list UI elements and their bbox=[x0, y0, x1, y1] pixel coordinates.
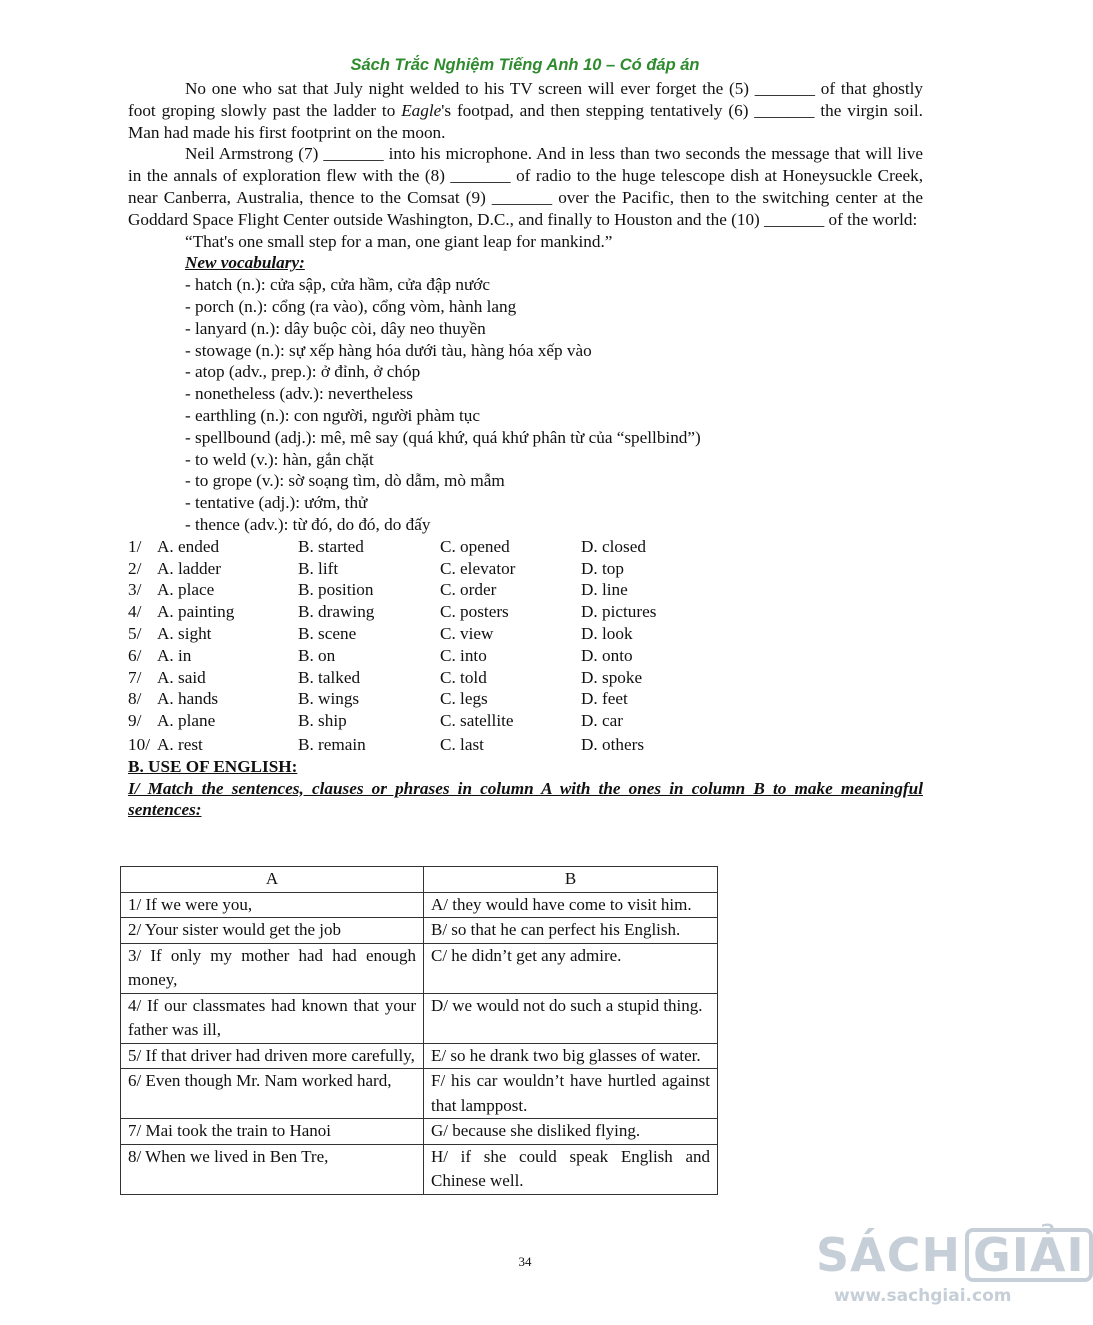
column-b-cell: D/ we would not do such a stupid thing. bbox=[424, 993, 718, 1043]
option-a: A. ended bbox=[157, 536, 220, 556]
vocabulary-item: - atop (adv., prep.): ở đỉnh, ở chóp bbox=[185, 362, 421, 382]
option-b: B. scene bbox=[298, 623, 357, 643]
question-options-row bbox=[128, 558, 923, 580]
option-d: D. onto bbox=[581, 645, 633, 665]
sachgiai-watermark bbox=[816, 1228, 1093, 1306]
question-number: 1/ bbox=[128, 536, 142, 556]
question-options-row bbox=[128, 710, 923, 732]
column-b-cell: C/ he didn’t get any admire. bbox=[424, 943, 718, 993]
question-options-row bbox=[128, 734, 923, 756]
option-c: C. order bbox=[440, 580, 497, 600]
watermark-brand-box: GIẢI bbox=[965, 1228, 1093, 1282]
vocabulary-item: - to weld (v.): hàn, gắn chặt bbox=[185, 449, 374, 469]
page-header-title: Sách Trắc Nghiệm Tiếng Anh 10 – Có đáp án bbox=[350, 56, 700, 74]
option-b: B. talked bbox=[298, 667, 361, 687]
question-number: 8/ bbox=[128, 689, 142, 709]
option-c: C. elevator bbox=[440, 558, 516, 578]
column-b-cell: H/ if she could speak English and Chinese well. bbox=[424, 1144, 718, 1194]
matching-table bbox=[120, 866, 718, 1195]
table-row bbox=[121, 943, 718, 993]
option-a: A. in bbox=[157, 645, 192, 665]
column-b-cell: G/ because she disliked flying. bbox=[424, 1119, 718, 1145]
vocabulary-title: New vocabulary: bbox=[185, 253, 305, 273]
column-a-header: A bbox=[121, 867, 424, 893]
column-b-header: B bbox=[424, 867, 718, 893]
question-number: 9/ bbox=[128, 711, 142, 731]
option-a: A. said bbox=[157, 667, 206, 687]
column-b-cell: B/ so that he can perfect his English. bbox=[424, 918, 718, 944]
section-b-title: B. USE OF ENGLISH: bbox=[128, 756, 298, 776]
option-b: B. on bbox=[298, 645, 336, 665]
column-a-cell: 8/ When we lived in Ben Tre, bbox=[121, 1144, 424, 1194]
question-number: 10/ bbox=[128, 734, 150, 754]
table-row bbox=[121, 1119, 718, 1145]
option-b: B. wings bbox=[298, 689, 360, 709]
option-a: A. rest bbox=[157, 734, 203, 754]
question-options-row bbox=[128, 667, 923, 689]
option-d: D. pictures bbox=[581, 602, 657, 622]
option-a: A. sight bbox=[157, 623, 212, 643]
question-options-row bbox=[128, 579, 923, 601]
column-a-cell: 4/ If our classmates had known that your father was ill, bbox=[121, 993, 424, 1043]
column-b-cell: E/ so he drank two big glasses of water. bbox=[424, 1043, 718, 1069]
column-b-cell: A/ they would have come to visit him. bbox=[424, 892, 718, 918]
option-b: B. position bbox=[298, 580, 374, 600]
option-c: C. last bbox=[440, 734, 484, 754]
option-a: A. hands bbox=[157, 689, 219, 709]
passage-paragraph-1: No one who sat that July night welded to his TV screen will ever forget the (5) _______ of that ghostly foot groping slowly past the ladder to Eagle's footpad, and then stepping tentatively (6) _______ the virgin soil. Man had made his first footprint on the moon. bbox=[128, 79, 923, 142]
option-d: D. look bbox=[581, 623, 633, 643]
option-c: C. opened bbox=[440, 536, 510, 556]
question-options-row bbox=[128, 601, 923, 623]
option-c: C. told bbox=[440, 667, 487, 687]
option-b: B. ship bbox=[298, 711, 347, 731]
option-b: B. remain bbox=[298, 734, 366, 754]
column-a-cell: 6/ Even though Mr. Nam worked hard, bbox=[121, 1069, 424, 1119]
table-row bbox=[121, 892, 718, 918]
table-row bbox=[121, 1043, 718, 1069]
vocabulary-item: - earthling (n.): con người, người phàm tục bbox=[185, 405, 481, 425]
vocabulary-item: - nonetheless (adv.): nevertheless bbox=[185, 384, 413, 404]
column-a-cell: 5/ If that driver had driven more carefully, bbox=[121, 1043, 424, 1069]
watermark-brand-left: SÁCH bbox=[816, 1228, 961, 1282]
armstrong-quote: “That's one small step for a man, one giant leap for mankind.” bbox=[185, 231, 613, 251]
option-c: C. posters bbox=[440, 602, 509, 622]
table-header-row bbox=[121, 867, 718, 893]
answer-options bbox=[128, 536, 923, 756]
column-a-cell: 7/ Mai took the train to Hanoi bbox=[121, 1119, 424, 1145]
question-number: 5/ bbox=[128, 623, 142, 643]
option-d: D. line bbox=[581, 580, 628, 600]
vocabulary-item: - hatch (n.): cửa sập, cửa hầm, cửa đập nước bbox=[185, 275, 490, 295]
column-a-cell: 3/ If only my mother had had enough money, bbox=[121, 943, 424, 993]
vocabulary-item: - lanyard (n.): dây buộc còi, dây neo thuyền bbox=[185, 318, 486, 338]
vocabulary-item: - porch (n.): cổng (ra vào), cổng vòm, hành lang bbox=[185, 296, 517, 316]
option-b: B. started bbox=[298, 536, 364, 556]
option-d: D. feet bbox=[581, 689, 628, 709]
question-number: 3/ bbox=[128, 580, 142, 600]
vocabulary-item: - spellbound (adj.): mê, mê say (quá khứ, quá khứ phân từ của “spellbind”) bbox=[185, 427, 701, 447]
table-row bbox=[121, 993, 718, 1043]
question-number: 4/ bbox=[128, 602, 142, 622]
vocabulary-item: - tentative (adj.): ướm, thử bbox=[185, 493, 368, 513]
question-number: 6/ bbox=[128, 645, 142, 665]
question-options-row bbox=[128, 688, 923, 710]
vocabulary-list bbox=[128, 274, 923, 536]
table-row bbox=[121, 918, 718, 944]
option-c: C. satellite bbox=[440, 711, 514, 731]
option-d: D. others bbox=[581, 734, 645, 754]
option-a: A. ladder bbox=[157, 558, 221, 578]
column-a-cell: 2/ Your sister would get the job bbox=[121, 918, 424, 944]
column-b-cell: F/ his car wouldn’t have hurtled against that lamppost. bbox=[424, 1069, 718, 1119]
vocabulary-item: - thence (adv.): từ đó, do đó, do đấy bbox=[185, 514, 431, 534]
document-body bbox=[128, 78, 923, 821]
option-b: B. lift bbox=[298, 558, 339, 578]
option-b: B. drawing bbox=[298, 602, 375, 622]
option-a: A. plane bbox=[157, 711, 216, 731]
vocabulary-item: - to grope (v.): sờ soạng tìm, dò dẫm, mò mẫm bbox=[185, 471, 505, 491]
question-number: 2/ bbox=[128, 558, 142, 578]
option-c: C. legs bbox=[440, 689, 488, 709]
question-options-row bbox=[128, 623, 923, 645]
passage-paragraph-2: Neil Armstrong (7) _______ into his microphone. And in less than two seconds the message that will live in the annals of exploration flew with the (8) _______ of radio to the huge telescope dish at Honeysuckle Creek, near Canberra, Australia, thence to the Comsat (9) _______ over the Pacific, then to the switching center at the Goddard Space Flight Center outside Washington, D.C., and finally to Houston and the (10) _______ of the world: bbox=[128, 144, 923, 229]
option-d: D. closed bbox=[581, 536, 646, 556]
option-a: A. place bbox=[157, 580, 215, 600]
vocabulary-item: - stowage (n.): sự xếp hàng hóa dưới tàu, hàng hóa xếp vào bbox=[185, 340, 592, 360]
watermark-logo bbox=[816, 1228, 1093, 1282]
option-c: C. view bbox=[440, 623, 494, 643]
option-c: C. into bbox=[440, 645, 487, 665]
option-a: A. painting bbox=[157, 602, 235, 622]
table-row bbox=[121, 1144, 718, 1194]
watermark-url: www.sachgiai.com bbox=[834, 1286, 1012, 1306]
option-d: D. car bbox=[581, 711, 623, 731]
table-row bbox=[121, 1069, 718, 1119]
question-options-row bbox=[128, 536, 923, 558]
page-number: 34 bbox=[518, 1254, 532, 1269]
question-options-row bbox=[128, 645, 923, 667]
column-a-cell: 1/ If we were you, bbox=[121, 892, 424, 918]
question-number: 7/ bbox=[128, 667, 142, 687]
option-d: D. top bbox=[581, 558, 624, 578]
section-b-instruction: I/ Match the sentences, clauses or phrases in column A with the ones in column B to make meaningful sentences: bbox=[128, 778, 923, 820]
option-d: D. spoke bbox=[581, 667, 643, 687]
